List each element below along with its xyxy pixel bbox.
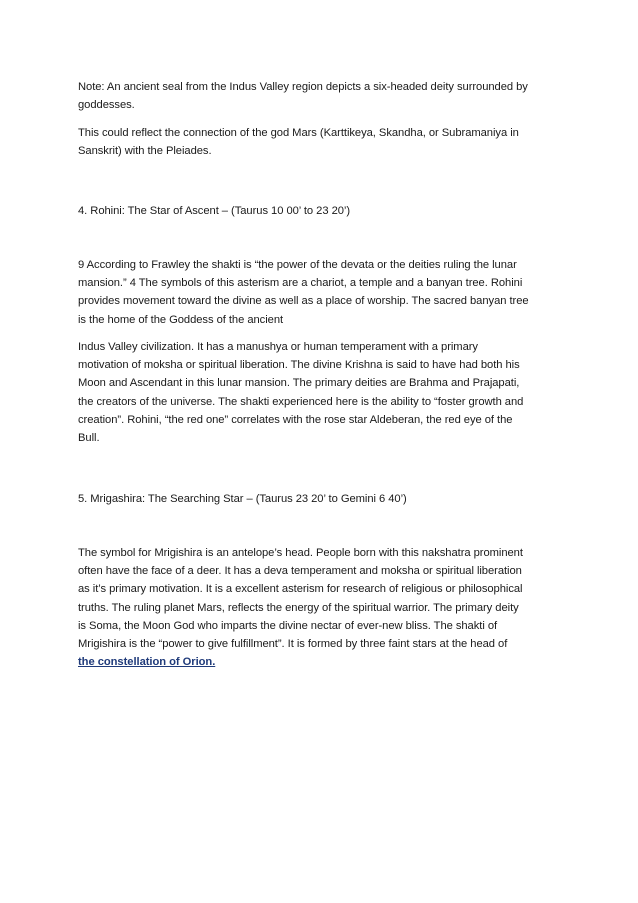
text-line: is the home of the Goddess of the ancient <box>78 313 284 326</box>
text-line: mansion.” 4 The symbols of this asterism are a chariot, a temple and a banyan tree. Rohini <box>78 277 523 290</box>
text-line: goddesses. <box>78 99 135 112</box>
text-line: Sanskrit) with the Pleiades. <box>78 145 212 158</box>
text-line: The symbol for Mrigishira is an antelope’s head. People born with this nakshatra prominent <box>78 547 523 559</box>
rohini-shakti-paragraph <box>78 256 564 329</box>
heading-line: 4. Rohini: The Star of Ascent – (Taurus 10 00’ to 23 20’) <box>78 205 351 217</box>
text-line: motivation of moksha or spiritual liberation. The divine Krishna is said to have had both his <box>78 359 520 372</box>
rohini-heading <box>78 202 564 220</box>
text-line: 9 According to Frawley the shakti is “the power of the devata or the deities ruling the lunar <box>78 259 517 271</box>
text-line: Indus Valley civilization. It has a manushya or human temperament with a primary <box>78 341 478 353</box>
note-paragraph <box>78 78 564 114</box>
text-line: as it’s primary motivation. It is a excellent asterism for research of religious or philosophical <box>78 583 523 596</box>
constellation-of-orion-link[interactable]: the constellation of Orion. <box>78 656 216 669</box>
heading-line: 5. Mrigashira: The Searching Star – (Taurus 23 20’ to Gemini 6 40’) <box>78 493 407 505</box>
mars-connection-paragraph <box>78 124 564 160</box>
mrigashira-paragraph <box>78 544 564 671</box>
text-line: creation”. Rohini, “the red one” correlates with the rose star Aldeberan, the red eye of the <box>78 413 513 426</box>
text-line: often have the face of a deer. It has a deva temperament and moksha or spiritual liberation <box>78 565 522 578</box>
text-line: is Soma, the Moon God who imparts the divine nectar of ever-new bliss. The shakti of <box>78 619 498 632</box>
text-line: This could reflect the connection of the god Mars (Karttikeya, Skandha, or Subramaniya in <box>78 127 519 139</box>
text-line: the creators of the universe. The shakti experienced here is the ability to “foster growth and <box>78 395 524 408</box>
text-line: Mrigishira is the “power to give fulfillment”. It is formed by three faint stars at the head of <box>78 638 508 651</box>
rohini-indus-paragraph <box>78 338 564 447</box>
mrigashira-heading <box>78 490 564 508</box>
text-line: truths. The ruling planet Mars, reflects the energy of the spiritual warrior. The primary deity <box>78 601 519 614</box>
text-line: Note: An ancient seal from the Indus Valley region depicts a six-headed deity surrounded by <box>78 81 528 93</box>
text-line: provides movement toward the divine as well as a place of worship. The sacred banyan tree <box>78 295 529 308</box>
constellation-of-orion-link-line <box>78 653 564 671</box>
text-line: Bull. <box>78 432 100 445</box>
text-line: Moon and Ascendant in this lunar mansion. The primary deities are Brahma and Prajapati, <box>78 377 520 390</box>
